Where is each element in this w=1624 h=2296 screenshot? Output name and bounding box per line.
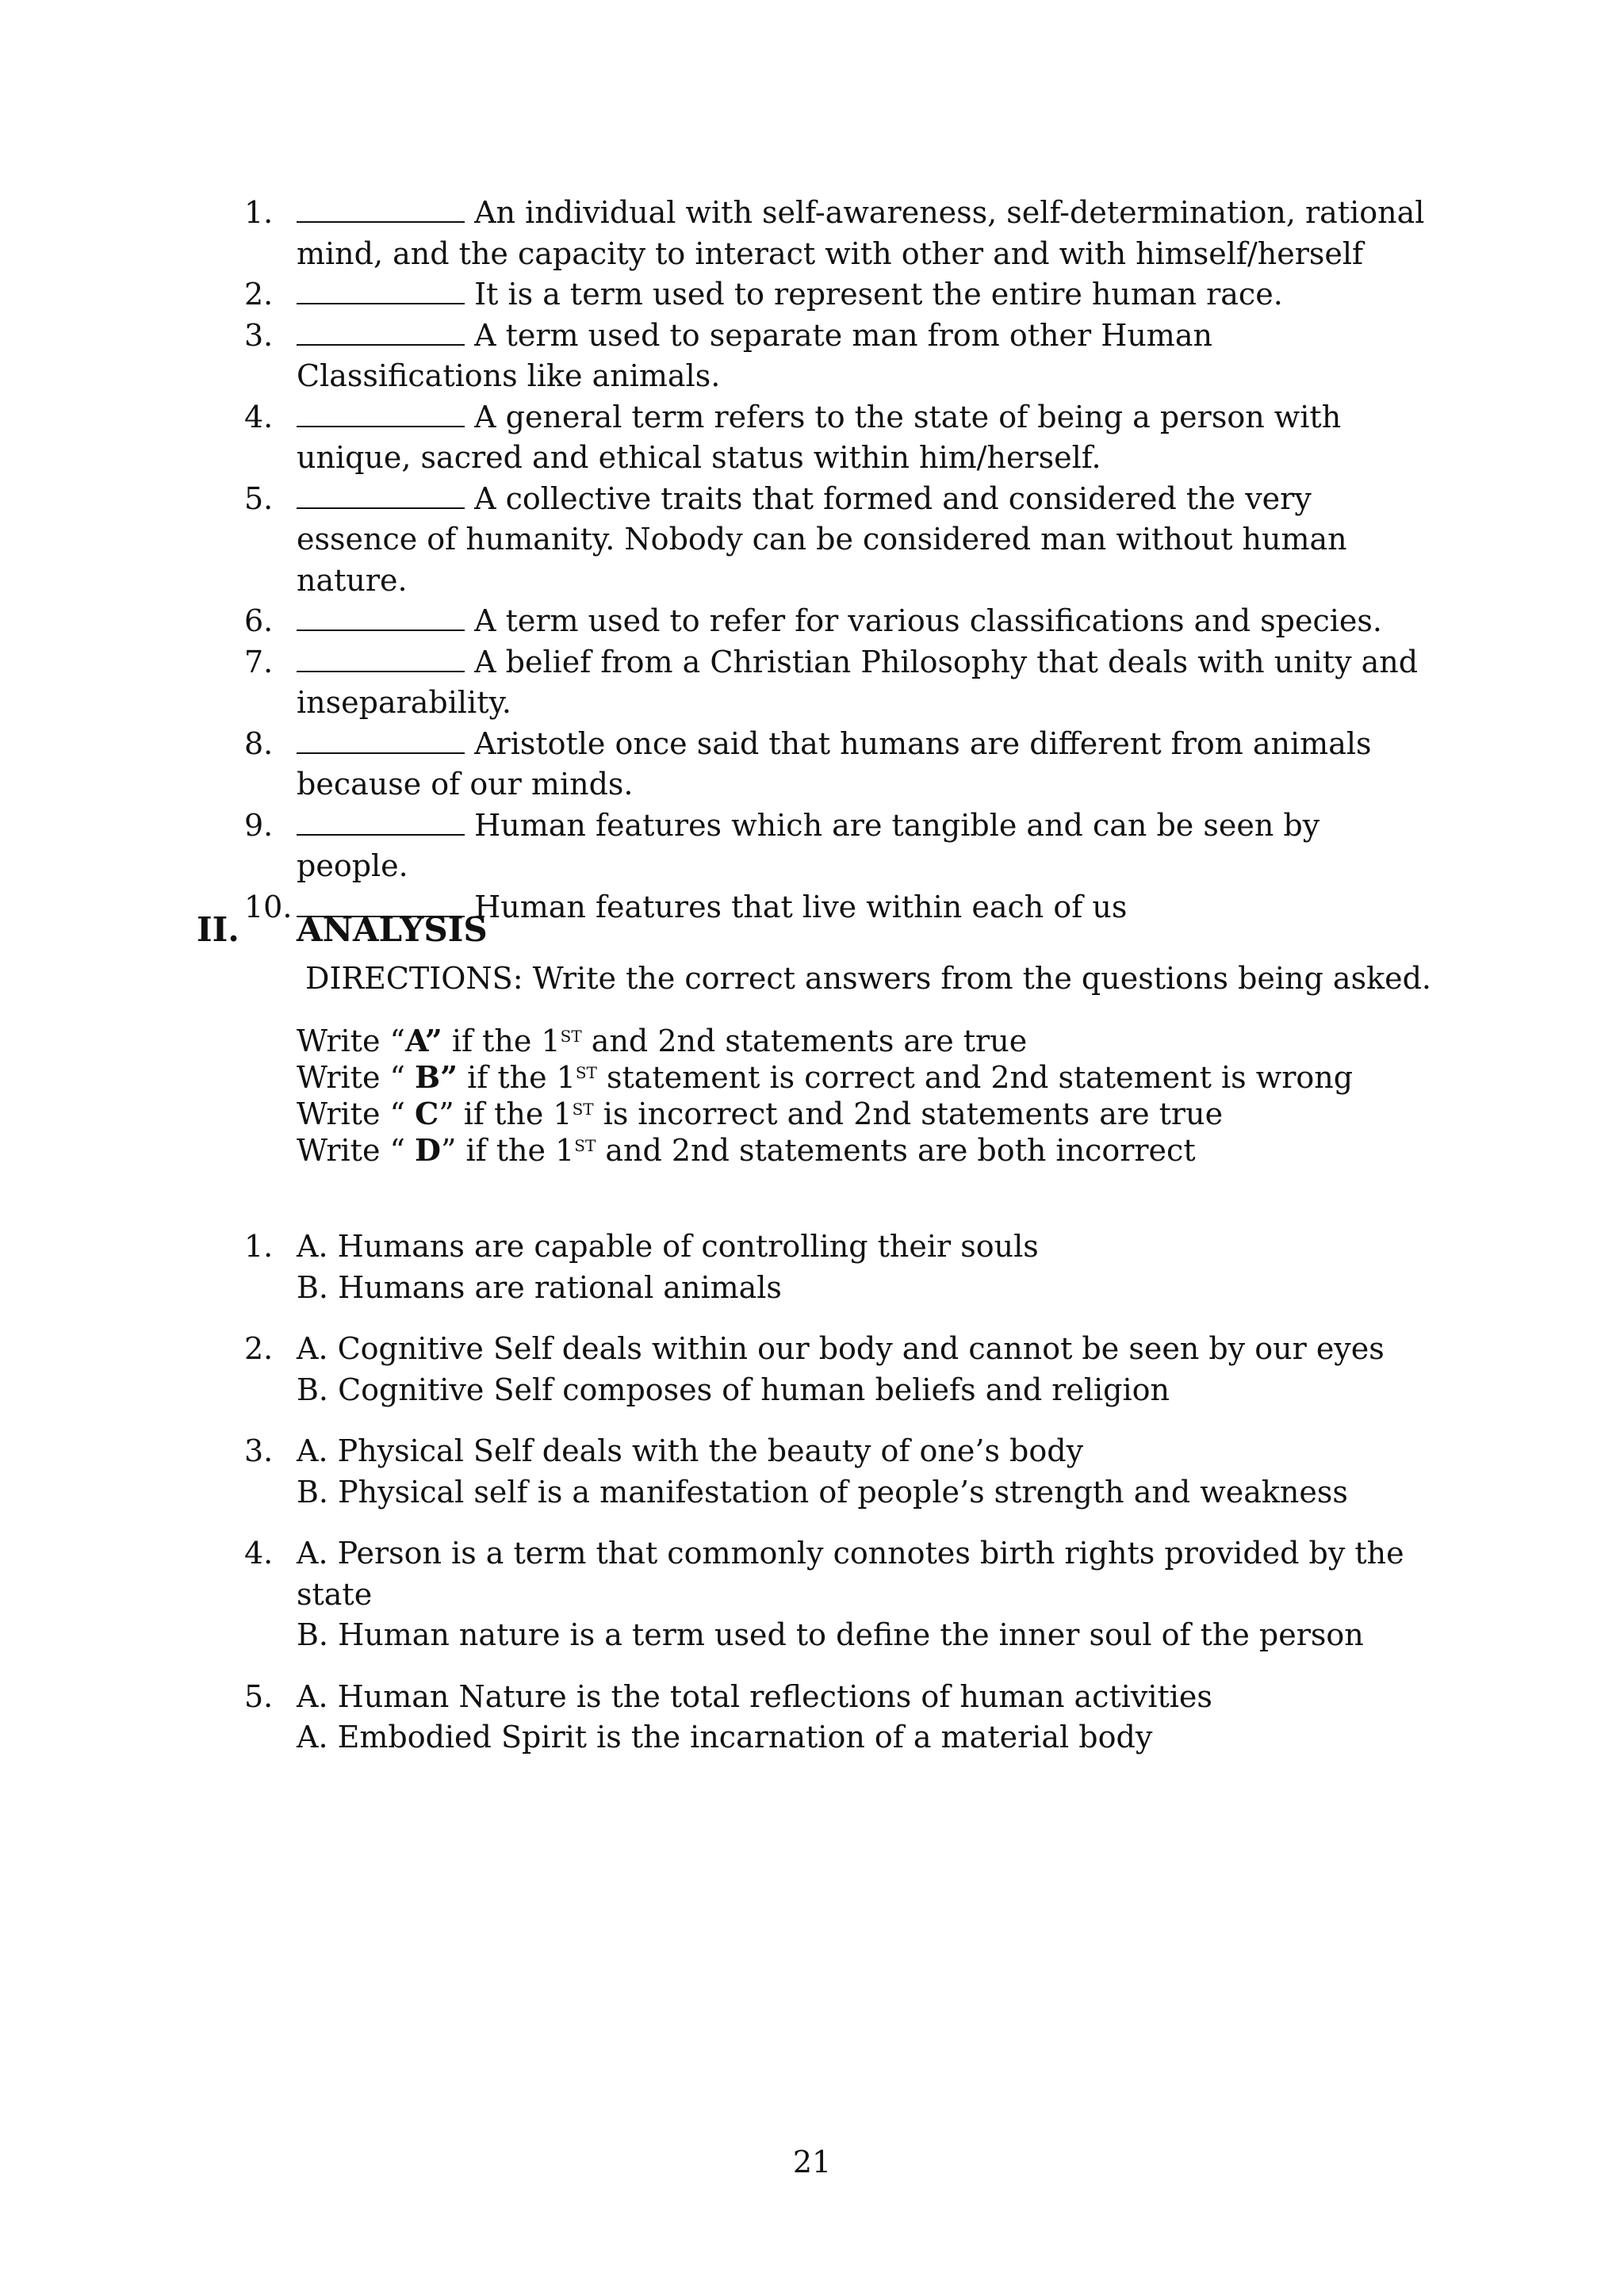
item-text: Human features that live within each of us — [474, 889, 1128, 924]
rule-mid: ” if the 1 — [439, 1096, 573, 1131]
rule-mid: ” if the 1 — [440, 1133, 575, 1168]
fill-in-item — [0, 193, 1624, 274]
fill-in-item — [0, 274, 1624, 316]
item-text: A term used to separate man from other Human Classifications like animals. — [297, 317, 1212, 393]
rule-superscript: ST — [575, 1063, 597, 1082]
statement-pair — [0, 1329, 1624, 1410]
item-text: A general term refers to the state of being a person with unique, sacred and ethical status within him/herself. — [297, 399, 1342, 475]
rule-line — [297, 1059, 1353, 1096]
fill-in-item — [0, 479, 1624, 602]
item-number: 7. — [244, 644, 274, 679]
rule-prefix: Write “ — [297, 1024, 405, 1058]
statement-b: B. Physical self is a manifestation of people’s strength and weakness — [297, 1474, 1348, 1510]
rule-letter: D — [415, 1132, 441, 1168]
rule-suffix: and 2nd statements are true — [581, 1024, 1028, 1058]
statement-pair — [0, 1533, 1624, 1656]
section-title: ANALYSIS — [297, 910, 488, 949]
rule-letter: C — [415, 1096, 439, 1131]
item-number: 5. — [244, 1678, 274, 1714]
statement-pair — [0, 1431, 1624, 1513]
rule-line — [297, 1132, 1353, 1169]
rule-mid: if the 1 — [458, 1060, 576, 1095]
statement-pair — [0, 1226, 1624, 1308]
answer-blank — [297, 507, 465, 509]
item-text: Human features which are tangible and can be seen by people. — [297, 807, 1320, 883]
fill-in-item — [0, 397, 1624, 479]
fill-in-item — [0, 806, 1624, 887]
answer-blank — [297, 629, 465, 631]
item-number: 10. — [244, 889, 293, 924]
rule-suffix: and 2nd statements are both incorrect — [596, 1133, 1196, 1168]
statement-pair — [0, 1677, 1624, 1758]
fill-in-item — [0, 601, 1624, 642]
statement-a: A. Cognitive Self deals within our body and cannot be seen by our eyes — [297, 1331, 1385, 1366]
section-heading — [197, 909, 488, 951]
statement-a: A. Physical Self deals with the beauty of one’s body — [297, 1433, 1084, 1468]
item-text: An individual with self-awareness, self-determination, rational mind, and the capacity to interact with other and with himself/herself — [297, 195, 1425, 271]
rule-superscript: ST — [574, 1136, 596, 1155]
rule-superscript: ST — [572, 1100, 594, 1119]
directions-text: DIRECTIONS: Write the correct answers from the questions being asked. — [305, 961, 1431, 996]
answer-blank — [297, 220, 465, 223]
fill-in-list — [0, 193, 1624, 928]
rule-prefix: Write “ — [297, 1096, 416, 1131]
answer-key-rules — [297, 1023, 1353, 1169]
item-number: 3. — [244, 317, 274, 353]
statement-b: B. Cognitive Self composes of human beliefs and religion — [297, 1372, 1170, 1407]
item-number: 3. — [244, 1433, 274, 1468]
item-number: 4. — [244, 1536, 274, 1571]
rule-prefix: Write “ — [297, 1133, 416, 1168]
rule-superscript: ST — [560, 1027, 582, 1046]
rule-prefix: Write “ — [297, 1060, 416, 1095]
item-number: 5. — [244, 480, 274, 516]
item-number: 1. — [244, 1229, 274, 1264]
statement-b: B. Human nature is a term used to define the inner soul of the person — [297, 1617, 1364, 1652]
section-numeral: II. — [197, 910, 239, 949]
answer-blank — [297, 343, 465, 346]
item-text: It is a term used to represent the entire human race. — [474, 277, 1283, 312]
statement-b: B. Humans are rational animals — [297, 1269, 782, 1305]
item-text: A collective traits that formed and considered the very essence of humanity. Nobody can be considered man without human nature. — [297, 480, 1347, 598]
statement-a: A. Humans are capable of controlling their souls — [297, 1229, 1039, 1264]
fill-in-item — [0, 642, 1624, 724]
item-text: Aristotle once said that humans are different from animals because of our minds. — [297, 725, 1372, 802]
item-number: 9. — [244, 807, 274, 843]
item-number: 6. — [244, 603, 274, 638]
item-number: 4. — [244, 399, 274, 434]
item-text: A belief from a Christian Philosophy that deals with unity and inseparability. — [297, 644, 1419, 720]
rule-letter: A” — [404, 1023, 442, 1058]
rule-line — [297, 1096, 1353, 1132]
item-text: A term used to refer for various classifications and species. — [474, 603, 1382, 638]
rule-mid: if the 1 — [442, 1024, 561, 1058]
rule-suffix: is incorrect and 2nd statements are true — [593, 1096, 1224, 1131]
item-number: 1. — [244, 195, 274, 230]
fill-in-item — [0, 724, 1624, 806]
answer-blank — [297, 425, 465, 427]
rule-line — [297, 1023, 1353, 1059]
fill-in-item — [0, 316, 1624, 397]
answer-blank — [297, 833, 465, 836]
answer-blank — [297, 670, 465, 672]
rule-letter: B” — [415, 1059, 458, 1095]
statement-a: A. Person is a term that commonly connotes birth rights provided by the state — [297, 1536, 1404, 1612]
answer-blank — [297, 302, 465, 304]
answer-blank — [297, 752, 465, 754]
page-number: 21 — [792, 2145, 832, 2179]
statement-pairs-list — [0, 1226, 1624, 1779]
statement-b: A. Embodied Spirit is the incarnation of a material body — [297, 1720, 1153, 1755]
item-number: 2. — [244, 1331, 274, 1366]
item-number: 8. — [244, 725, 274, 761]
rule-suffix: statement is correct and 2nd statement is wrong — [596, 1060, 1354, 1095]
item-number: 2. — [244, 277, 274, 312]
statement-a: A. Human Nature is the total reflections of human activities — [297, 1678, 1212, 1714]
